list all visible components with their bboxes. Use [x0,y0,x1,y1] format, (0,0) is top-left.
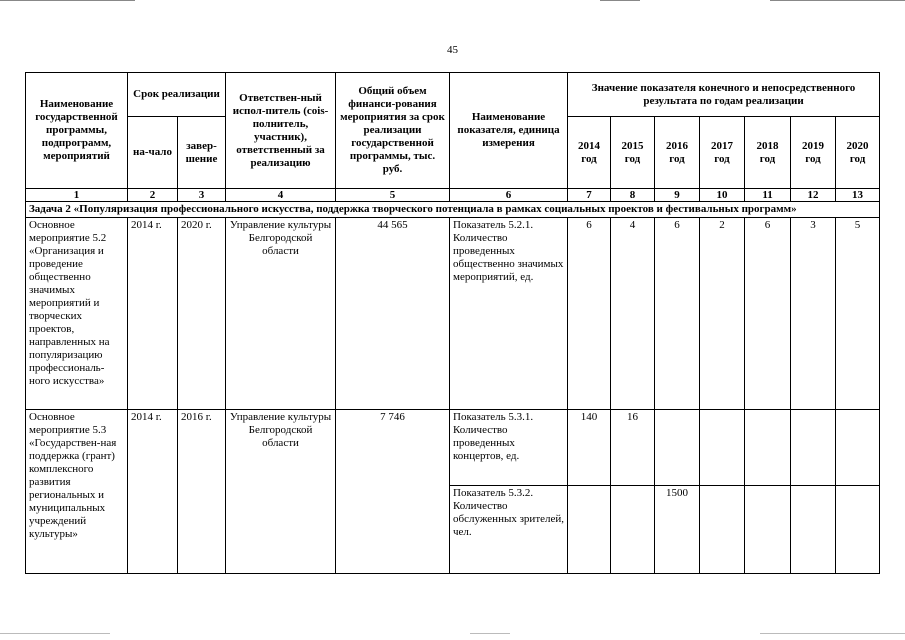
top-edge-line [770,0,905,1]
column-number: 7 [568,189,611,202]
header-executor: Ответствен-ный испол-питель (сois-полнитель, участник), ответственный за реализацию [226,73,336,189]
indicator-name: Показатель 5.2.1. Количество проведенных общественно значимых мероприятий, ед. [450,218,568,410]
bottom-edge-line [760,633,905,634]
indicator-name: Показатель 5.3.2. Количество обслуженных зрителей, чел. [450,486,568,574]
indicator-value [745,410,791,486]
executor: Управление культуры Белгородской области [226,218,336,410]
bottom-edge-line [470,633,510,634]
column-number: 2 [128,189,178,202]
column-number: 8 [611,189,655,202]
funding-volume: 7 746 [336,410,450,574]
header-indicator: Наименование показателя, единица измерения [450,73,568,189]
indicator-value [791,486,836,574]
column-number: 9 [655,189,700,202]
indicator-value: 6 [745,218,791,410]
indicator-value: 140 [568,410,611,486]
header-year: 2017 год [700,117,745,189]
indicator-value: 6 [568,218,611,410]
header-term-start: на-чало [128,117,178,189]
term-start: 2014 г. [128,410,178,574]
indicator-value: 5 [836,218,880,410]
indicator-value [700,410,745,486]
header-year: 2020 год [836,117,880,189]
column-number: 3 [178,189,226,202]
column-number: 6 [450,189,568,202]
indicator-value [836,486,880,574]
term-start: 2014 г. [128,218,178,410]
top-edge-line [600,0,640,1]
page-number: 45 [447,44,458,56]
header-term: Срок реализации [128,73,226,117]
column-number: 11 [745,189,791,202]
indicator-value: 4 [611,218,655,410]
indicator-value: 1500 [655,486,700,574]
indicator-value: 16 [611,410,655,486]
activity-name: Основное мероприятие 5.3 «Государствен-ная поддержка (грант) комплексного развития региональных и муниципальных учреждений культуры» [26,410,128,574]
header-year: 2015 год [611,117,655,189]
header-values: Значение показателя конечного и непосредственного результата по годам реализации [568,73,880,117]
header-year: 2016 год [655,117,700,189]
term-end: 2020 г. [178,218,226,410]
executor: Управление культуры Белгородской области [226,410,336,574]
indicator-value: 3 [791,218,836,410]
indicator-name: Показатель 5.3.1. Количество проведенных концертов, ед. [450,410,568,486]
header-year: 2014 год [568,117,611,189]
header-name: Наименование государственной программы, подпрограмм, мероприятий [26,73,128,189]
program-table [25,72,880,574]
indicator-value [611,486,655,574]
bottom-edge-line [0,633,110,634]
column-number: 5 [336,189,450,202]
indicator-value [655,410,700,486]
funding-volume: 44 565 [336,218,450,410]
term-end: 2016 г. [178,410,226,574]
column-number: 13 [836,189,880,202]
table-row [26,218,880,410]
task-title: Задача 2 «Популяризация профессионального искусства, поддержка творческого потенциала в рамках социальных проектов и фестивальных программ» [26,202,880,218]
indicator-value [791,410,836,486]
indicator-value: 6 [655,218,700,410]
column-number: 12 [791,189,836,202]
indicator-value: 2 [700,218,745,410]
column-number: 1 [26,189,128,202]
header-year: 2018 год [745,117,791,189]
indicator-value [700,486,745,574]
column-number: 4 [226,189,336,202]
indicator-value [745,486,791,574]
header-term-end: завер-шение [178,117,226,189]
column-numbers-row [26,189,880,202]
top-edge-line [0,0,135,1]
table-row [26,410,880,486]
indicator-value [836,410,880,486]
header-volume: Общий объем финанси-рования мероприятия за срок реализации государственной программы, тыс. руб. [336,73,450,189]
indicator-value [568,486,611,574]
task-row [26,202,880,218]
activity-name: Основное мероприятие 5.2 «Организация и проведение общественно значимых мероприятий и творческих проектов, направленных на популяризацию профессиональ-ного искусства» [26,218,128,410]
column-number: 10 [700,189,745,202]
header-year: 2019 год [791,117,836,189]
